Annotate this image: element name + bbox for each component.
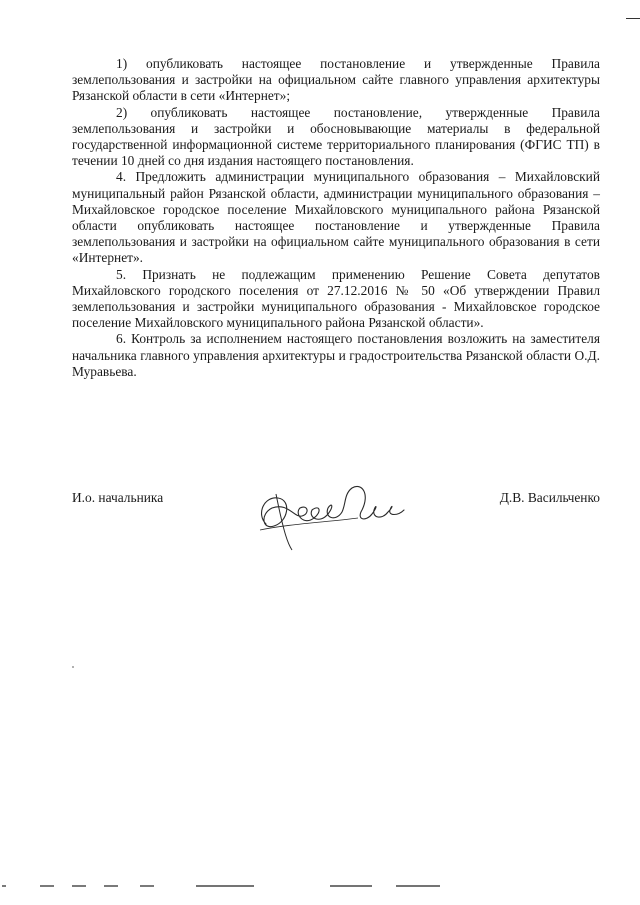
document-body (72, 56, 600, 380)
corner-mark (626, 18, 640, 19)
signatory-position: И.о. начальника (72, 490, 164, 505)
paragraph-propose-administration: 4. Предложить администрации муниципального образования – Михайловский муниципальный район Рязанской области, администрации муниципального образования – Михайловское городское поселение Михайловского муниципального района Рязанской области опубликовать настоящее постановление и утвержденные Правила землепользования и застройки на официальном сайте муниципального образования в сети «Интернет». (72, 169, 600, 266)
scan-edge-marks (0, 880, 640, 892)
handwritten-signature (248, 474, 418, 554)
signatory-name: Д.В. Васильченко (499, 490, 600, 505)
paragraph-publish-website: 1) опубликовать настоящее постановление и утвержденные Правила землепользования и застройки на официальном сайте главного управления архитектуры Рязанской области в сети «Интернет»; (72, 56, 600, 104)
scan-speck (72, 666, 74, 668)
signature-block (72, 488, 600, 568)
paragraph-publish-fgis: 2) опубликовать настоящее постановление, утвержденные Правила землепользования и застройки и обосновывающие материалы в федеральной государственной информационной системе территориального планирования (ФГИС ТП) в течении 10 дней со дня издания настоящего постановления. (72, 104, 600, 169)
paragraph-invalidate-decision: 5. Признать не подлежащим применению Решение Совета депутатов Михайловского городского поселения от 27.12.2016 № 50 «Об утверждении Правил землепользования и застройки муниципального образования - Михайловское городское поселение Михайловского муниципального района Рязанской области». (72, 266, 600, 331)
paragraph-control: 6. Контроль за исполнением настоящего постановления возложить на заместителя начальника главного управления архитектуры и градостроительства Рязанской области О.Д. Муравьева. (72, 331, 600, 379)
